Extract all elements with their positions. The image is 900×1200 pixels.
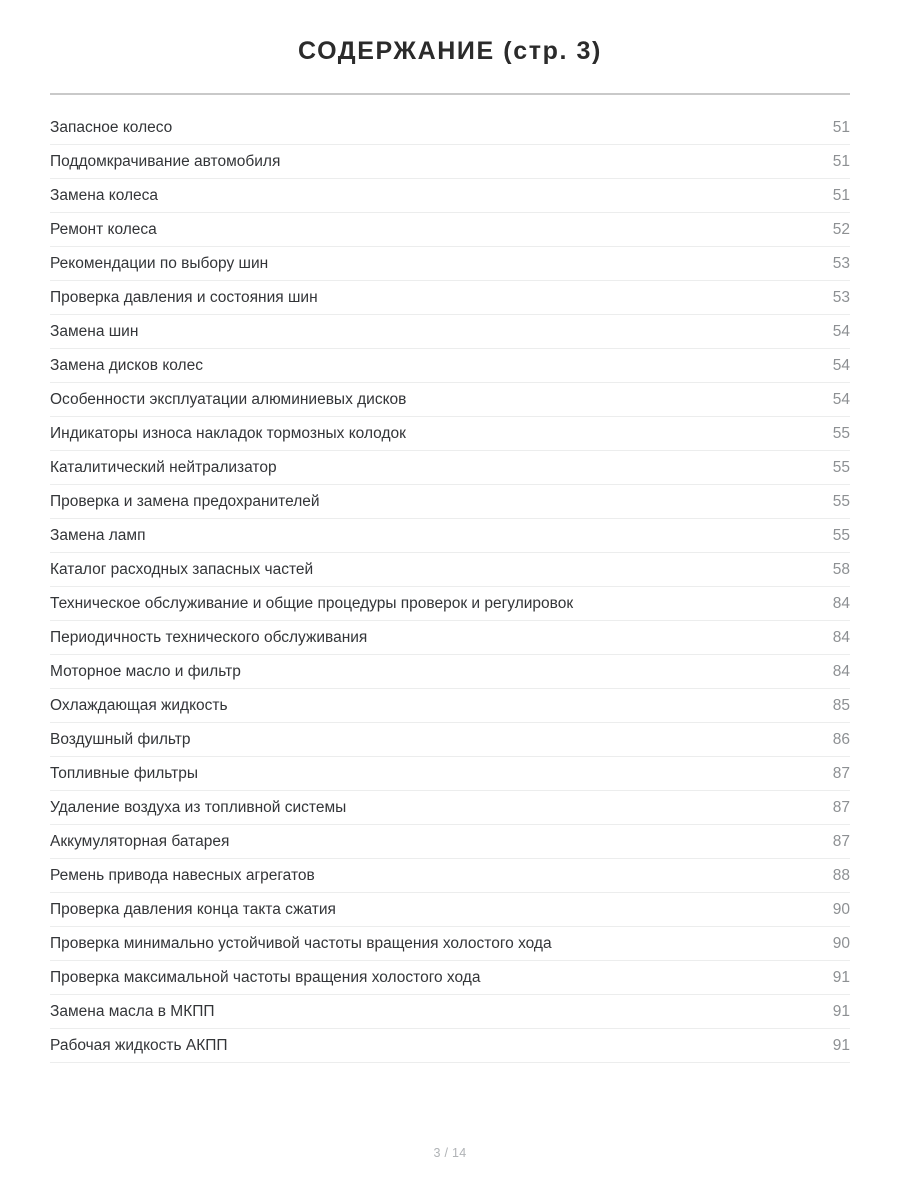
toc-entry-page-number: 84 [832, 595, 850, 613]
toc-entry-page-number: 55 [832, 459, 850, 477]
toc-entry-title: Охлаждающая жидкость [50, 697, 228, 715]
toc-entry[interactable] [50, 451, 850, 485]
toc-entry[interactable] [50, 213, 850, 247]
toc-entry-page-number: 87 [832, 799, 850, 817]
table-of-contents [50, 111, 850, 1063]
toc-entry-title: Проверка давления и состояния шин [50, 289, 318, 307]
toc-entry-title: Замена ламп [50, 527, 146, 545]
page-title: СОДЕРЖАНИЕ (стр. 3) [298, 37, 602, 65]
toc-entry-page-number: 51 [832, 187, 850, 205]
toc-entry-page-number: 55 [832, 527, 850, 545]
toc-entry-title: Техническое обслуживание и общие процедуры проверок и регулировок [50, 595, 574, 613]
toc-entry-title: Рекомендации по выбору шин [50, 255, 269, 273]
toc-entry-page-number: 84 [832, 663, 850, 681]
toc-entry-title: Каталог расходных запасных частей [50, 561, 314, 579]
toc-entry-page-number: 84 [832, 629, 850, 647]
toc-entry[interactable] [50, 417, 850, 451]
toc-entry-page-number: 55 [832, 493, 850, 511]
toc-entry-page-number: 58 [832, 561, 850, 579]
toc-entry-page-number: 91 [832, 1037, 850, 1055]
toc-entry[interactable] [50, 825, 850, 859]
toc-entry-title: Каталитический нейтрализатор [50, 459, 277, 477]
toc-entry-page-number: 88 [832, 867, 850, 885]
toc-entry[interactable] [50, 145, 850, 179]
toc-entry-title: Поддомкрачивание автомобиля [50, 153, 281, 171]
toc-entry-title: Воздушный фильтр [50, 731, 191, 749]
toc-entry-page-number: 51 [832, 119, 850, 137]
toc-entry-title: Ремень привода навесных агрегатов [50, 867, 315, 885]
toc-entry-title: Замена масла в МКПП [50, 1003, 215, 1021]
toc-entry[interactable] [50, 587, 850, 621]
toc-entry[interactable] [50, 247, 850, 281]
toc-entry[interactable] [50, 281, 850, 315]
toc-entry-title: Проверка давления конца такта сжатия [50, 901, 336, 919]
toc-entry-page-number: 91 [832, 1003, 850, 1021]
toc-entry[interactable] [50, 655, 850, 689]
toc-entry-page-number: 86 [832, 731, 850, 749]
toc-entry-title: Замена дисков колес [50, 357, 203, 375]
toc-entry-title: Топливные фильтры [50, 765, 199, 783]
toc-entry[interactable] [50, 349, 850, 383]
toc-entry[interactable] [50, 1029, 850, 1063]
toc-entry-title: Аккумуляторная батарея [50, 833, 230, 851]
toc-entry[interactable] [50, 927, 850, 961]
toc-entry[interactable] [50, 519, 850, 553]
toc-entry-page-number: 54 [832, 391, 850, 409]
toc-entry-page-number: 55 [832, 425, 850, 443]
toc-entry[interactable] [50, 791, 850, 825]
toc-entry-page-number: 85 [832, 697, 850, 715]
toc-entry-page-number: 87 [832, 833, 850, 851]
toc-entry-page-number: 54 [832, 323, 850, 341]
toc-entry[interactable] [50, 757, 850, 791]
toc-entry-page-number: 52 [832, 221, 850, 239]
toc-entry[interactable] [50, 485, 850, 519]
toc-entry[interactable] [50, 383, 850, 417]
toc-entry-title: Удаление воздуха из топливной системы [50, 799, 347, 817]
toc-entry-page-number: 53 [832, 255, 850, 273]
toc-entry-title: Запасное колесо [50, 119, 173, 137]
toc-entry[interactable] [50, 621, 850, 655]
toc-entry-title: Проверка минимально устойчивой частоты вращения холостого хода [50, 935, 552, 953]
toc-entry[interactable] [50, 111, 850, 145]
toc-entry-title: Замена шин [50, 323, 139, 341]
toc-entry[interactable] [50, 995, 850, 1029]
toc-entry[interactable] [50, 723, 850, 757]
toc-entry-page-number: 90 [832, 935, 850, 953]
toc-entry-title: Проверка максимальной частоты вращения холостого хода [50, 969, 481, 987]
toc-entry[interactable] [50, 961, 850, 995]
toc-entry-title: Периодичность технического обслуживания [50, 629, 368, 647]
toc-entry-page-number: 91 [832, 969, 850, 987]
toc-entry[interactable] [50, 893, 850, 927]
toc-entry[interactable] [50, 859, 850, 893]
toc-entry-page-number: 51 [832, 153, 850, 171]
toc-entry-page-number: 87 [832, 765, 850, 783]
toc-entry-title: Моторное масло и фильтр [50, 663, 241, 681]
toc-entry-title: Замена колеса [50, 187, 159, 205]
toc-entry[interactable] [50, 553, 850, 587]
title-divider [50, 93, 850, 95]
toc-entry-title: Особенности эксплуатации алюминиевых дисков [50, 391, 407, 409]
toc-entry[interactable] [50, 315, 850, 349]
toc-entry-title: Индикаторы износа накладок тормозных колодок [50, 425, 406, 443]
toc-entry-title: Проверка и замена предохранителей [50, 493, 320, 511]
toc-entry[interactable] [50, 179, 850, 213]
page-footer: 3 / 14 [433, 1146, 467, 1160]
toc-entry-title: Ремонт колеса [50, 221, 157, 239]
toc-entry[interactable] [50, 689, 850, 723]
toc-entry-title: Рабочая жидкость АКПП [50, 1037, 228, 1055]
toc-entry-page-number: 54 [832, 357, 850, 375]
toc-entry-page-number: 90 [832, 901, 850, 919]
toc-entry-page-number: 53 [832, 289, 850, 307]
